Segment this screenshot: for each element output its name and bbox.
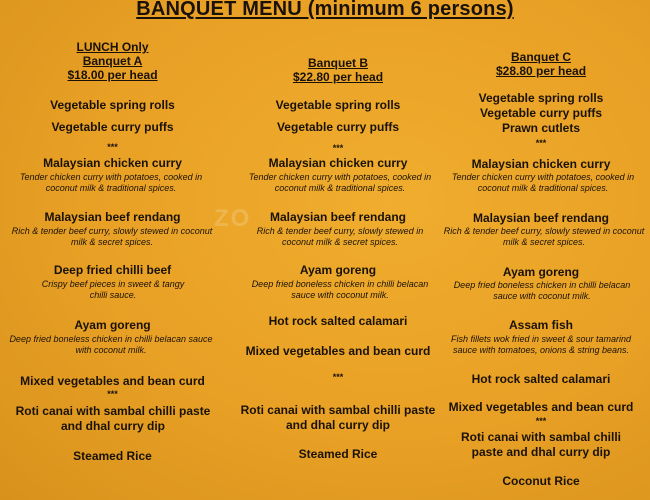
section-divider: ***: [107, 389, 118, 399]
page-title: BANQUET MENU (minimum 6 persons): [136, 0, 514, 20]
menu-item: Vegetable spring rolls: [275, 98, 401, 112]
menu-item: Roti canai with sambal chilli paste and dhal curry dip: [460, 430, 622, 459]
watermark: ZO: [214, 205, 252, 232]
menu-item: Hot rock salted calamari: [471, 372, 611, 386]
menu-item: Mixed vegetables and bean curd: [245, 344, 431, 358]
menu-item: Vegetable curry puffs: [276, 120, 400, 134]
menu-item: Roti canai with sambal chilli paste and dhal curry dip: [240, 403, 436, 432]
banquet-c-price: $28.80 per head: [495, 64, 587, 78]
menu-item: Deep fried chilli beef: [53, 263, 172, 277]
menu-item: Mixed vegetables and bean curd: [20, 374, 205, 388]
menu-item: Hot rock salted calamari: [268, 314, 408, 328]
banquet-b-price: $22.80 per head: [292, 70, 384, 84]
menu-item-description: Tender chicken curry with potatoes, cooked in coconut milk & traditional spices.: [248, 172, 432, 193]
menu-item-description: Tender chicken curry with potatoes, cooked in coconut milk & traditional spices.: [19, 172, 203, 193]
menu-item: Malaysian beef rendang: [472, 211, 610, 225]
section-divider: ***: [535, 138, 547, 148]
banquet-a-note: LUNCH Only: [76, 40, 149, 54]
menu-item-description: Rich & tender beef curry, slowly stewed in coconut milk & secret spices.: [443, 226, 645, 247]
menu-item: Malaysian beef rendang: [269, 210, 407, 224]
section-divider: ***: [332, 143, 344, 153]
menu-item-description: Deep fried boneless chicken in chilli belacan sauce with coconut milk.: [9, 334, 213, 355]
menu-item: Vegetable curry puffs: [479, 106, 603, 120]
menu-item: Prawn cutlets: [501, 121, 581, 135]
menu-item: Assam fish: [508, 318, 574, 332]
menu-item: Vegetable spring rolls: [478, 91, 604, 105]
menu-item: Ayam goreng: [502, 265, 580, 279]
menu-item: Malaysian chicken curry: [471, 157, 611, 171]
menu-item-description: Deep fried boneless chicken in chilli belacan sauce with coconut milk.: [251, 279, 429, 300]
menu-item: Malaysian beef rendang: [44, 210, 181, 224]
section-divider: ***: [535, 416, 547, 426]
menu-item-description: Crispy beef pieces in sweet & tangy chilli sauce.: [41, 279, 185, 300]
section-divider: ***: [332, 372, 344, 382]
menu-item: Malaysian chicken curry: [268, 156, 408, 170]
menu-item-description: Deep fried boneless chicken in chilli belacan sauce with coconut milk.: [453, 280, 631, 301]
menu-item-description: Tender chicken curry with potatoes, cooked in coconut milk & traditional spices.: [451, 172, 635, 193]
menu-item: Steamed Rice: [298, 447, 378, 461]
menu-item: Vegetable spring rolls: [50, 98, 175, 112]
menu-item-description: Rich & tender beef curry, slowly stewed in coconut milk & secret spices.: [256, 226, 424, 247]
menu-item-description: Fish fillets wok fried in sweet & sour tamarind sauce with tomatoes, onions & string beans.: [450, 334, 632, 355]
menu-item: Mixed vegetables and bean curd: [448, 400, 634, 414]
menu-item-description: Rich & tender beef curry, slowly stewed in coconut milk & secret spices.: [11, 226, 213, 247]
menu-item: Ayam goreng: [74, 318, 151, 332]
menu-item: Roti canai with sambal chilli paste and dhal curry dip: [15, 404, 211, 433]
menu-item: Malaysian chicken curry: [43, 156, 182, 170]
banquet-b-name: Banquet B: [308, 56, 368, 70]
menu-item: Ayam goreng: [299, 263, 377, 277]
menu-item: Vegetable curry puffs: [51, 120, 174, 134]
banquet-a-name: Banquet A: [82, 54, 143, 68]
banquet-c-name: Banquet C: [511, 50, 571, 64]
banquet-a-price: $18.00 per head: [67, 68, 158, 82]
menu-item: Coconut Rice: [502, 474, 580, 488]
section-divider: ***: [107, 142, 118, 152]
menu-item: Steamed Rice: [73, 449, 152, 463]
